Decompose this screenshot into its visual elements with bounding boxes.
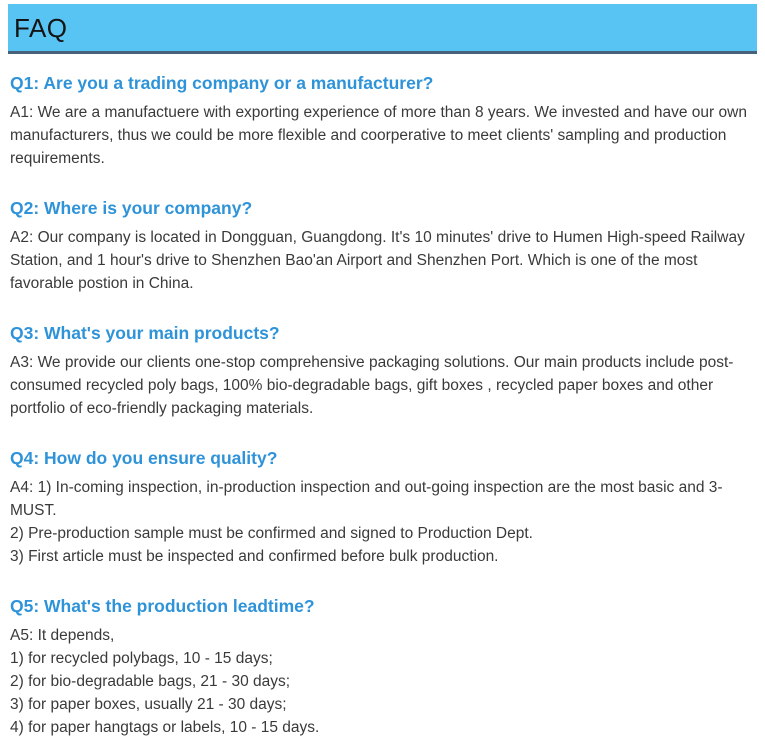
answer-line: 4) for paper hangtags or labels, 10 - 15 days. <box>10 719 320 736</box>
answer-line: 3) First article must be inspected and confirmed before bulk production. <box>10 548 499 565</box>
faq-section <box>10 198 751 295</box>
faq-question: Q5: What's the production leadtime? <box>10 596 315 616</box>
faq-answer <box>10 351 751 420</box>
answer-line: A1: We are a manufactuere with exporting experience of more than 8 years. We invested and have our own manufacturers, thus we could be more flexible and coorperative to meet clients' sampling and production requirements. <box>10 104 747 167</box>
faq-question: Q4: How do you ensure quality? <box>10 448 278 468</box>
answer-line: 3) for paper boxes, usually 21 - 30 days; <box>10 696 287 713</box>
answer-line: 2) for bio-degradable bags, 21 - 30 days; <box>10 673 291 690</box>
faq-answer <box>10 476 751 568</box>
faq-answer <box>10 226 751 295</box>
faq-answer <box>10 101 751 170</box>
faq-header-bar <box>8 4 757 54</box>
faq-section <box>10 448 751 568</box>
faq-section <box>10 73 751 170</box>
answer-line: A3: We provide our clients one-stop comprehensive packaging solutions. Our main products include post-consumed recycled poly bags, 100% bio-degradable bags, gift boxes , recycled paper boxes and other portfolio of eco-friendly packaging materials. <box>10 354 734 417</box>
page-title: FAQ <box>14 13 68 43</box>
faq-page <box>0 4 765 739</box>
answer-line: A5: It depends, <box>10 627 115 644</box>
answer-line: A4: 1) In-coming inspection, in-production inspection and out-going inspection are the most basic and 3-MUST. <box>10 479 723 519</box>
answer-line: A2: Our company is located in Dongguan, Guangdong. It's 10 minutes' drive to Humen High-speed Railway Station, and 1 hour's drive to Shenzhen Bao'an Airport and Shenzhen Port. Which is one of the most favorable postion in China. <box>10 229 745 292</box>
faq-section <box>10 323 751 420</box>
faq-answer <box>10 624 751 739</box>
faq-question: Q1: Are you a trading company or a manufacturer? <box>10 73 434 93</box>
answer-line: 2) Pre-production sample must be confirmed and signed to Production Dept. <box>10 525 533 542</box>
faq-question: Q3: What's your main products? <box>10 323 280 343</box>
faq-content <box>0 73 765 739</box>
faq-question: Q2: Where is your company? <box>10 198 253 218</box>
faq-section <box>10 596 751 739</box>
answer-line: 1) for recycled polybags, 10 - 15 days; <box>10 650 273 667</box>
